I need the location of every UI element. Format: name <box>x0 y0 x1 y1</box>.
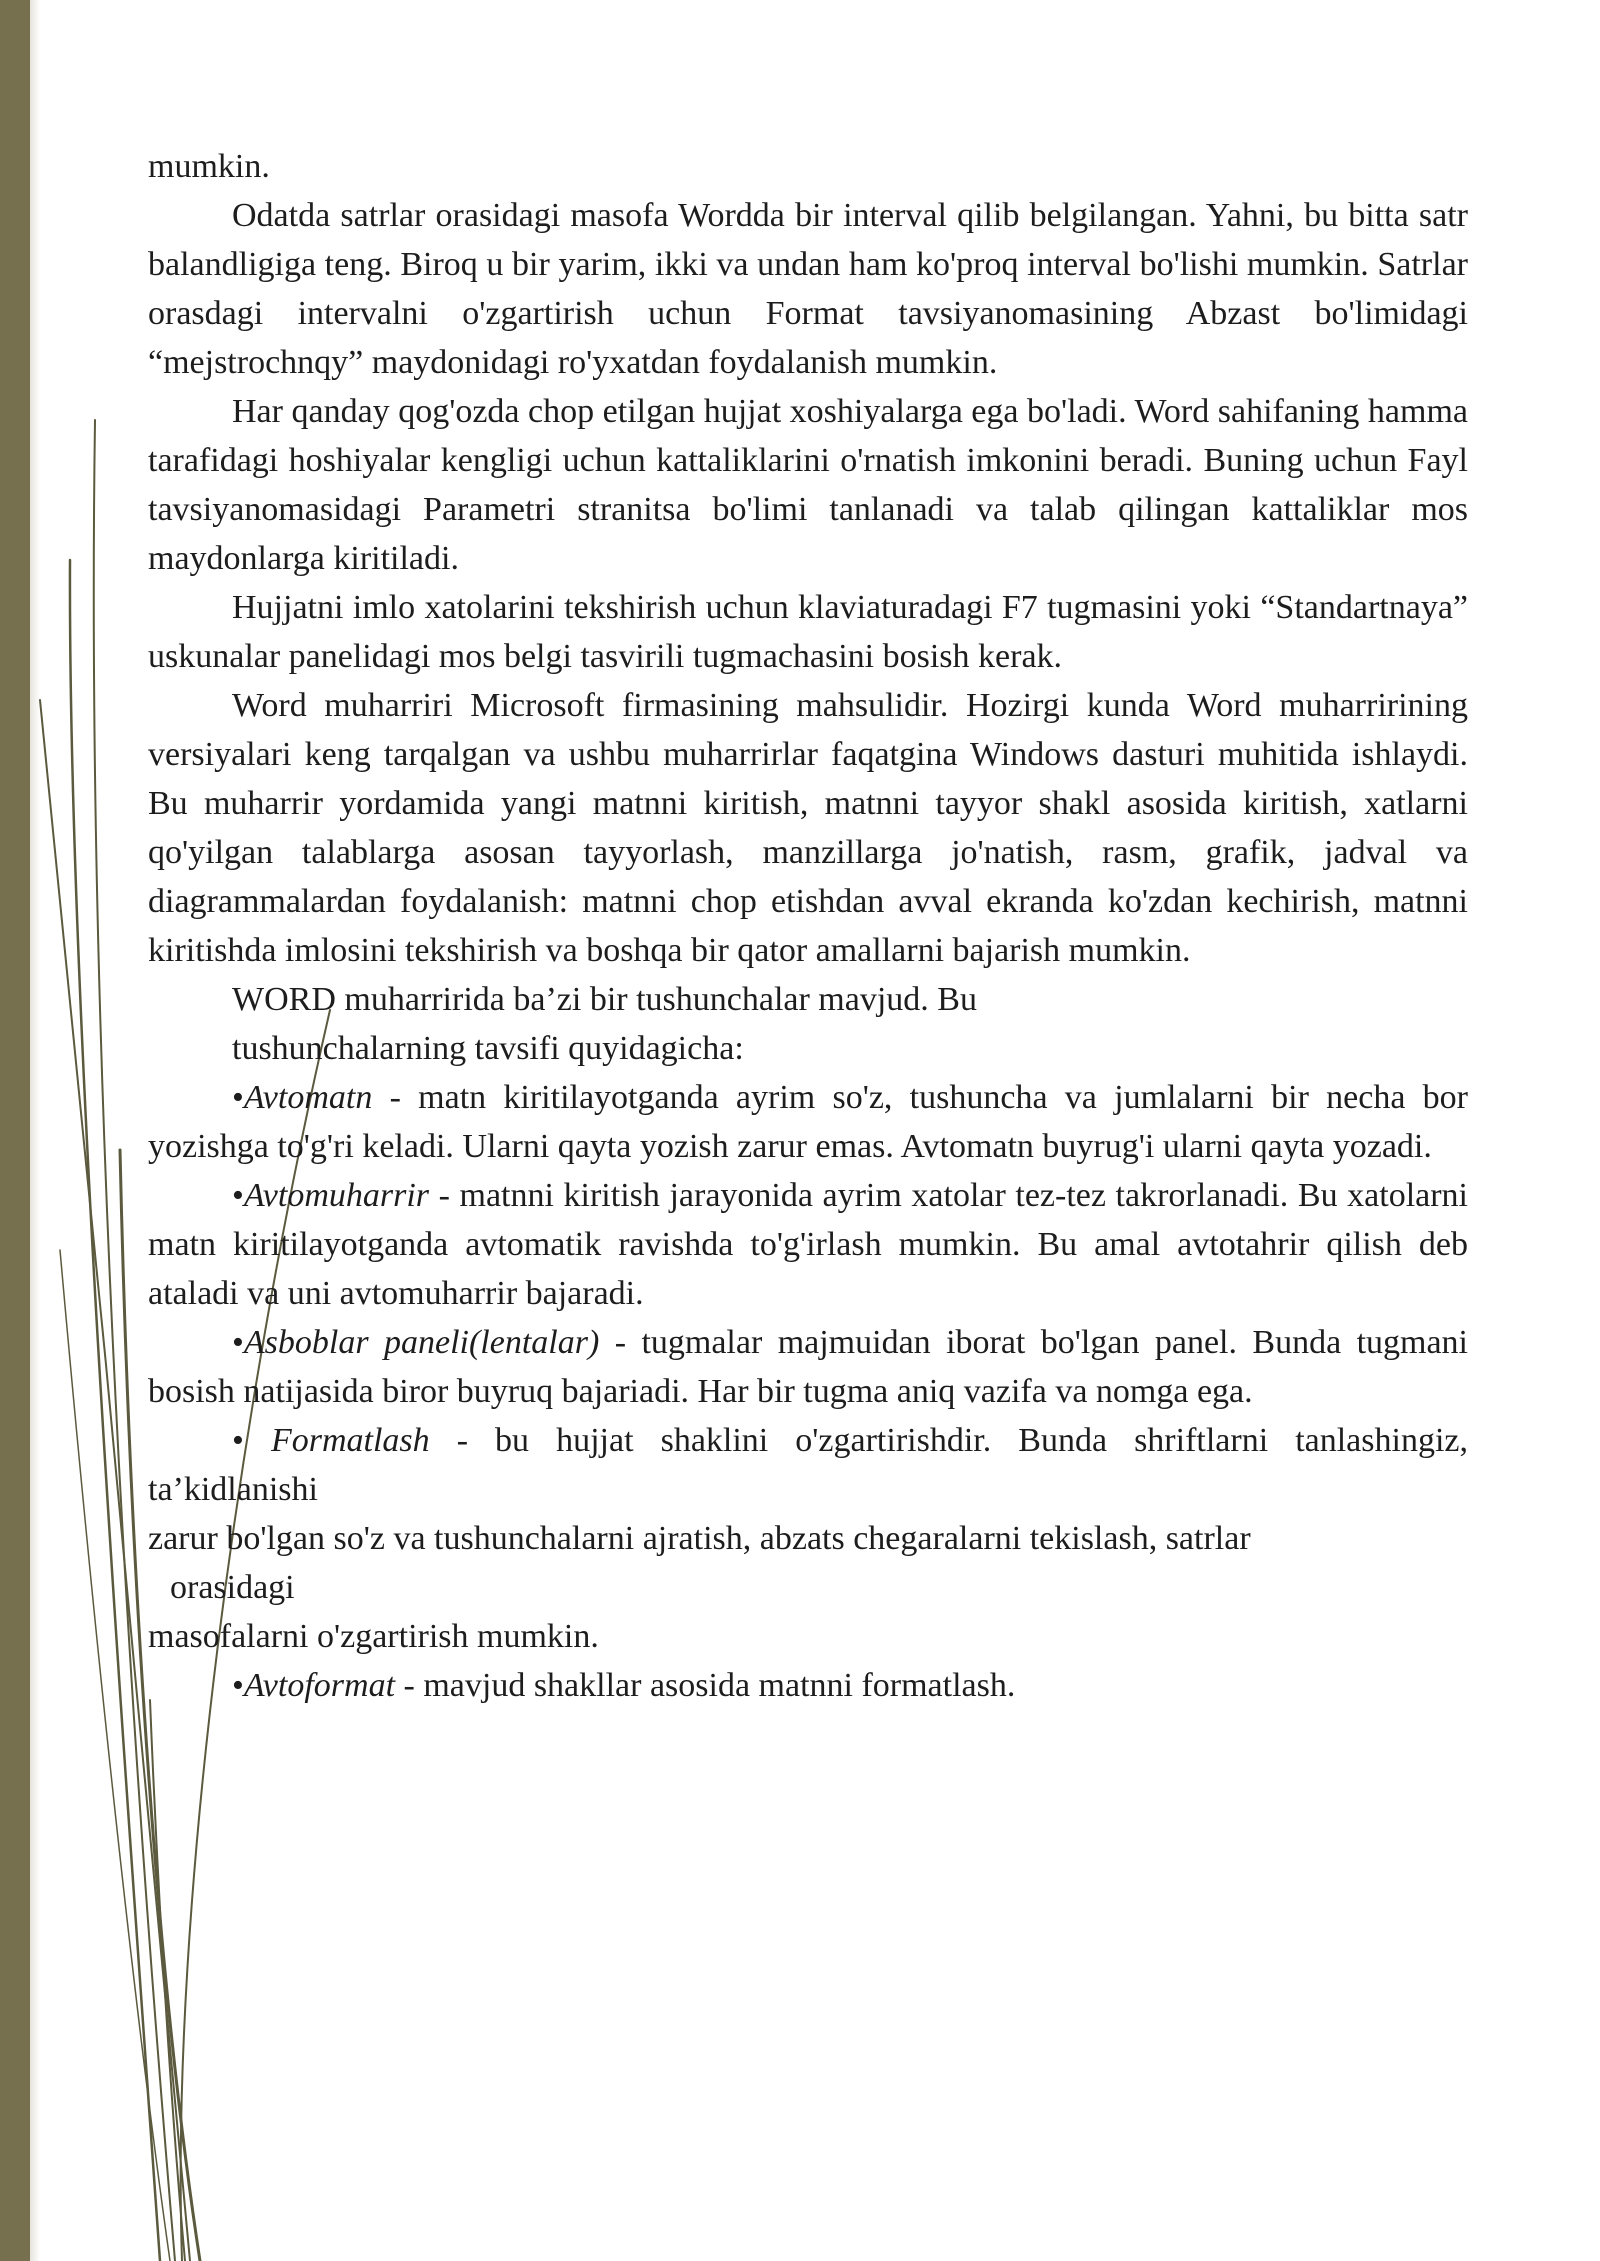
paragraph-margins: Har qanday qog'ozda chop etilgan hujjat xoshiyalarga ega bo'ladi. Word sahifaning hamma tarafidagi hoshiyalar kengligi uchun kattaliklarini o'rnatish imkonini beradi. Buning uchun Fayl tavsiyanomasidagi Parametri stranitsa bo'limi tanlanadi va talab qilingan kattaliklar mos maydonlarga kiritiladi. <box>148 393 1468 577</box>
formatlash-continuation-1: zarur bo'lgan so'z va tushunchalarni ajratish, abzats chegaralarni tekislash, satrlar <box>148 1520 1251 1557</box>
bullet-avtomatn <box>148 1073 1468 1171</box>
page-edge-shadow <box>30 0 40 2261</box>
bullet-formatlash <box>148 1416 1468 1514</box>
definition-asboblar-paneli: - tugmalar majmuidan iborat bo'lgan panel. Bunda tugmani bosish natijasida biror buyruq bajariadi. Har bir tugma aniq vazifa va nomga ega. <box>148 1324 1469 1410</box>
formatlash-continuation-2: orasidagi <box>170 1569 295 1606</box>
bullet-avtomuharrir <box>148 1171 1468 1318</box>
bullet-mark: • <box>232 1667 244 1704</box>
definition-avtomuharrir: - matnni kiritish jarayonida ayrim xatolar tez-tez takrorlanadi. Bu xatolarni matn kiritilayotganda avtomatik ravishda to'g'irlash mumkin. Bu amal avtotahrir qilish deb ataladi va uni avtomuharrir bajaradi. <box>148 1177 1468 1312</box>
term-avtoformat: Avtoformat <box>243 1667 396 1704</box>
term-formatlash: Formatlash <box>270 1422 430 1459</box>
paragraph-spellcheck: Hujjatni imlo xatolarini tekshirish uchun klaviaturadagi F7 tugmasini yoki “Standartnaya” uskunalar panelidagi mos belgi tasvirili tugmachasini bosish kerak. <box>148 589 1468 675</box>
bullet-mark: • <box>232 1422 271 1459</box>
paragraph-word-intro: Word muharriri Microsoft firmasining mahsulidir. Hozirgi kunda Word muharririning versiyalari keng tarqalgan va ushbu muharrirlar faqatgina Windows dasturi muhitida ishlaydi. Bu muharrir yordamida yangi matnni kiritish, matnni tayyor shakl asosida kiritish, xatlarni qo'yilgan talablarga asosan tayyorlash, manzillarga jo'natish, rasm, grafik, jadval va diagrammalardan foydalanish: matnni chop etishdan avval ekranda ko'zdan kechirish, matnni kiritishda imlosini tekshirish va boshqa bir qator amallarni bajarish mumkin. <box>148 687 1468 969</box>
bullet-avtoformat <box>148 1661 1468 1710</box>
bullet-mark: • <box>232 1079 244 1116</box>
grass-line <box>150 1700 185 2261</box>
formatlash-continuation-3: masofalarni o'zgartirish mumkin. <box>148 1618 599 1655</box>
term-avtomuharrir: Avtomuharrir <box>243 1177 430 1214</box>
paragraph-continuation: mumkin. <box>148 148 270 185</box>
paragraph-concepts-intro-1: WORD muharririda ba’zi bir tushunchalar mavjud. Bu <box>232 981 977 1018</box>
paragraph-concepts-intro-2: tushunchalarning tavsifi quyidagicha: <box>232 1030 744 1067</box>
page-edge-bar <box>0 0 30 2261</box>
term-asboblar-paneli: Asboblar paneli(lentalar) <box>243 1324 600 1361</box>
definition-formatlash: - bu hujjat shaklini o'zgartirishdir. Bunda shriftlarni tanlashingiz, ta’kidlanishi <box>148 1422 1468 1508</box>
bullet-asboblar-paneli <box>148 1318 1468 1416</box>
paragraph-line-spacing: Odatda satrlar orasidagi masofa Wordda bir interval qilib belgilangan. Yahni, bu bitta satr balandligiga teng. Biroq u bir yarim, ikki va undan ham ko'proq interval bo'lishi mumkin. Satrlar orasdagi intervalni o'zgartirish uchun Format tavsiyanomasining Abzast bo'limidagi “mejstrochnqy” maydonidagi ro'yxatdan foydalanish mumkin. <box>148 197 1468 381</box>
document-body <box>148 142 1468 1710</box>
term-avtomatn: Avtomatn <box>243 1079 373 1116</box>
formatlash-continuation-wrap <box>148 1563 1468 1612</box>
bullet-mark: • <box>232 1324 244 1361</box>
definition-avtomatn: - matn kiritilayotganda ayrim so'z, tushuncha va jumlalarni bir necha bor yozishga to'g'ri keladi. Ularni qayta yozish zarur emas. Avtomatn buyrug'i ularni qayta yozadi. <box>148 1079 1468 1165</box>
grass-line <box>70 560 160 2261</box>
definition-avtoformat: - mavjud shakllar asosida matnni formatlash. <box>395 1667 1016 1704</box>
bullet-mark: • <box>232 1177 244 1214</box>
